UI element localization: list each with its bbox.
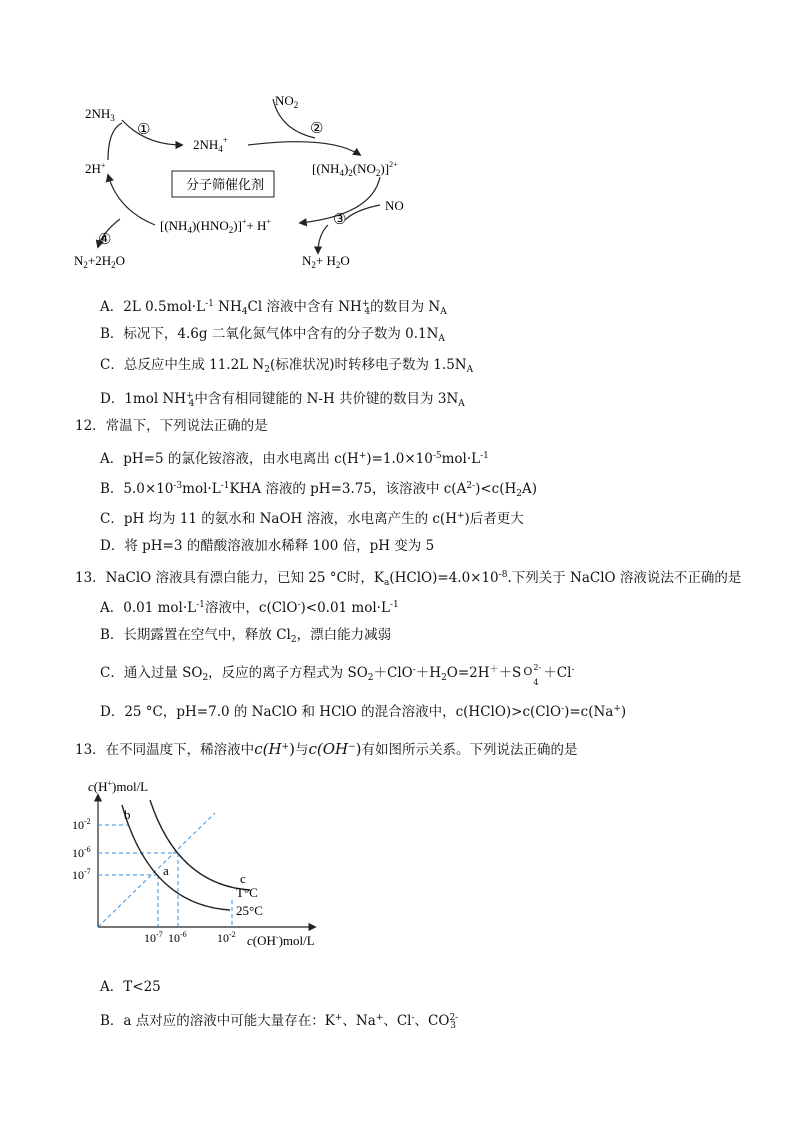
- point-label-b: b: [124, 807, 131, 822]
- q13b-option-a[interactable]: A．T<25: [100, 979, 161, 995]
- label-2h-plus: 2H+: [85, 161, 106, 176]
- label-2nh3: $2NH_3$: [85, 106, 115, 123]
- q12-option-c[interactable]: C．pH 均为 11 的氨水和 NaOH 溶液，水电离产生的 c(H+)后者更大: [100, 511, 524, 527]
- label-step1: ①: [137, 122, 151, 138]
- curve-25c: [122, 805, 230, 910]
- label-step2: ②: [310, 121, 324, 137]
- curve-label-25c: 25°C: [236, 903, 263, 918]
- reaction-cycle-diagram: [60, 85, 440, 275]
- x-tick-1e-6: $10^{-6}$: [168, 930, 187, 945]
- arrow-no-in: [345, 205, 380, 220]
- point-label-c: c: [240, 871, 246, 886]
- y-tick-1e-6: $10^{-6}$: [72, 845, 91, 860]
- q11-option-b[interactable]: B．标况下，4.6g 二氧化氮气体中含有的分子数为 $0.1N_A$: [100, 326, 445, 344]
- x-tick-1e-2: $10^{-2}$: [217, 930, 236, 945]
- y-tick-1e-7: $10^{-7}$: [72, 867, 91, 882]
- label-complex1: $[(NH_4)_2(NO_2)]^{2+}$: [312, 160, 398, 178]
- y-axis-label: c(H+)mol/L: [88, 779, 149, 794]
- label-2nh4: $2NH_4^+$: [193, 135, 228, 154]
- arrow-h-plus: [108, 123, 122, 160]
- q11-option-c[interactable]: C．总反应中生成 11.2L $N_2$(标准状况)时转移电子数为 $1.5N_A$: [100, 357, 474, 375]
- q13a-option-d[interactable]: D．25 °C，pH=7.0 的 NaClO 和 HClO 的混合溶液中，c(HClO)>c(ClO-)=c(Na+): [100, 704, 627, 720]
- point-label-a: a: [163, 863, 169, 878]
- q13b-option-b[interactable]: B．a 点对应的溶液中可能大量存在：K+、Na+、Cl-、$CO^{2-}_3$: [100, 1013, 459, 1031]
- ion-product-chart: [60, 775, 360, 950]
- q13a-option-b[interactable]: B．长期露置在空气中，释放 $Cl_2$，漂白能力减弱: [100, 627, 392, 645]
- arrow-step2: [248, 142, 360, 155]
- label-no2: $NO_2$: [275, 93, 299, 110]
- q12-option-d[interactable]: D．将 pH=3 的醋酸溶液加水稀释 100 倍，pH 变为 5: [100, 538, 435, 554]
- curve-label-t: T°C: [236, 885, 258, 900]
- catalyst-label: 分子筛催化剂: [186, 177, 265, 192]
- label-no: NO: [385, 198, 404, 213]
- label-step3: ③: [333, 212, 347, 228]
- label-prod4: $N_2+2H_2O$: [74, 253, 126, 270]
- arrow-step1: [122, 120, 182, 145]
- q11-option-d[interactable]: D．1mol $NH^+_4$中含有相同键能的 N-H 共价键的数目为 $3N_A$: [100, 391, 465, 409]
- q12-option-b[interactable]: B．$5.0\times 10^{-3}mol\cdot L^{-1}KHA$ 溶液的 pH=3.75，该溶液中 $c(A^{2-})<c(H_2A)$: [100, 481, 538, 499]
- label-step4: ④: [98, 232, 112, 248]
- label-prod3: $N_2+ H_2O$: [302, 253, 350, 270]
- x-axis-label: c(OH-)mol/L: [247, 933, 315, 948]
- arrow-prod3: [318, 225, 328, 253]
- q13b-stem: 13．在不同温度下，稀溶液中c(H+)与c(OH−)有如图所示关系。下列说法正确的是: [75, 740, 578, 758]
- q12-option-a[interactable]: A．pH=5 的氯化铵溶液，由水电离出 $c(H^+)=1.0\times 10^{-5}mol\cdot L^{-1}$: [100, 451, 489, 467]
- arrow-step4: [108, 175, 155, 225]
- q13a-stem: 13．NaClO 溶液具有漂白能力，已知 25 °C时，$K_a(HClO)=4.0\times 10^{-8}$.下列关于 NaClO 溶液说法不正确的是: [75, 570, 742, 588]
- q13a-option-a[interactable]: A．0.01 $mol\cdot L^{-1}$溶液中，c(ClO-)<0.01 $mol\cdot L^{-1}$: [100, 600, 399, 616]
- q13a-option-c[interactable]: C．通入过量 $SO_2$，反应的离子方程式为 $SO_2+ClO^-+H_2O=2H^++S$ O 2- 4 ＋Cl-: [100, 663, 575, 687]
- y-tick-1e-2: $10^{-2}$: [72, 817, 91, 832]
- q11-option-a[interactable]: A．2L $0.5mol\cdot L^{-1}$ $NH_4Cl$ 溶液中含有 $NH^+_4$的数目为 $N_A$: [100, 299, 447, 317]
- guide-diagonal: [98, 813, 215, 927]
- label-complex2: $[(NH_4)(HNO_2)]^++ H^+$: [160, 217, 271, 235]
- q12-stem: 12．常温下，下列说法正确的是: [75, 418, 268, 434]
- x-tick-1e-7: $10^{-7}$: [144, 930, 163, 945]
